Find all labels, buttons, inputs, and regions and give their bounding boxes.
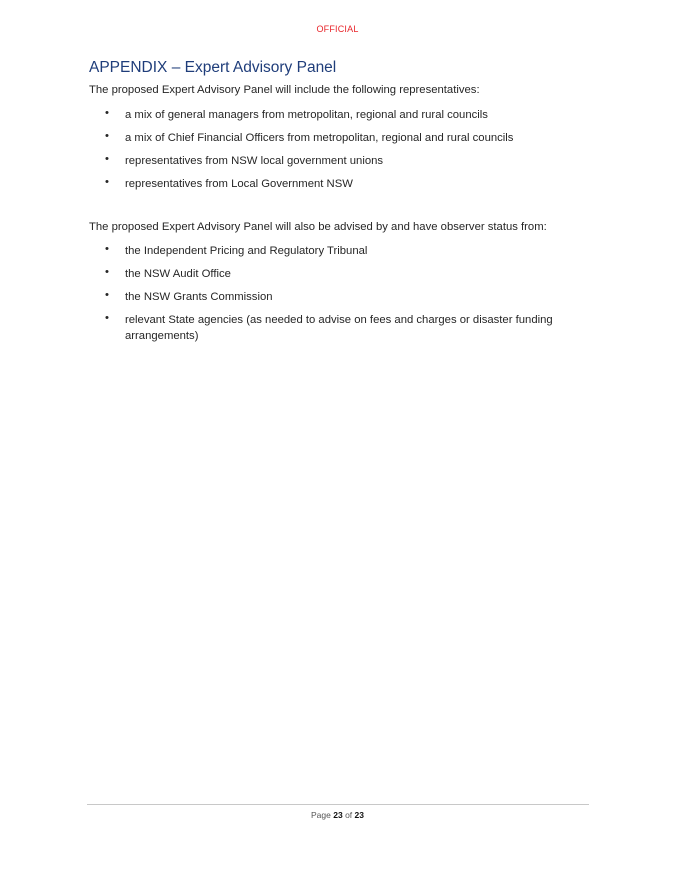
list-item-text: the Independent Pricing and Regulatory Tribunal	[125, 245, 368, 257]
footer-divider	[87, 804, 589, 805]
list-item-text: a mix of general managers from metropolitan, regional and rural councils	[125, 109, 488, 121]
page-label: Page	[310, 810, 331, 820]
bullet-icon: •	[105, 312, 109, 324]
bullet-icon: •	[105, 107, 109, 119]
page-number	[0, 810, 675, 820]
of-label: of	[345, 810, 353, 820]
list-item-text: a mix of Chief Financial Officers from metropolitan, regional and rural councils	[125, 132, 514, 144]
list-item-text: relevant State agencies (as needed to advise on fees and charges or disaster funding arrangements)	[125, 314, 553, 342]
bullet-icon: •	[105, 266, 109, 278]
bullet-icon: •	[105, 130, 109, 142]
bullet-icon: •	[105, 243, 109, 255]
intro-paragraph: The proposed Expert Advisory Panel will include the following representatives:	[89, 84, 480, 96]
bullet-icon: •	[105, 289, 109, 301]
bullet-icon: •	[105, 153, 109, 165]
bullet-icon: •	[105, 176, 109, 188]
list-item-text: the NSW Grants Commission	[125, 291, 273, 303]
observer-paragraph: The proposed Expert Advisory Panel will also be advised by and have observer status from:	[89, 221, 547, 233]
total-pages: 23	[354, 810, 364, 820]
page-title: APPENDIX – Expert Advisory Panel	[89, 59, 337, 76]
list-item-text: the NSW Audit Office	[125, 268, 231, 280]
classification-marking: OFFICIAL	[316, 24, 359, 34]
list-item-text: representatives from Local Government NSW	[125, 178, 353, 190]
list-item-text: representatives from NSW local government unions	[125, 155, 384, 167]
current-page: 23	[333, 810, 343, 820]
